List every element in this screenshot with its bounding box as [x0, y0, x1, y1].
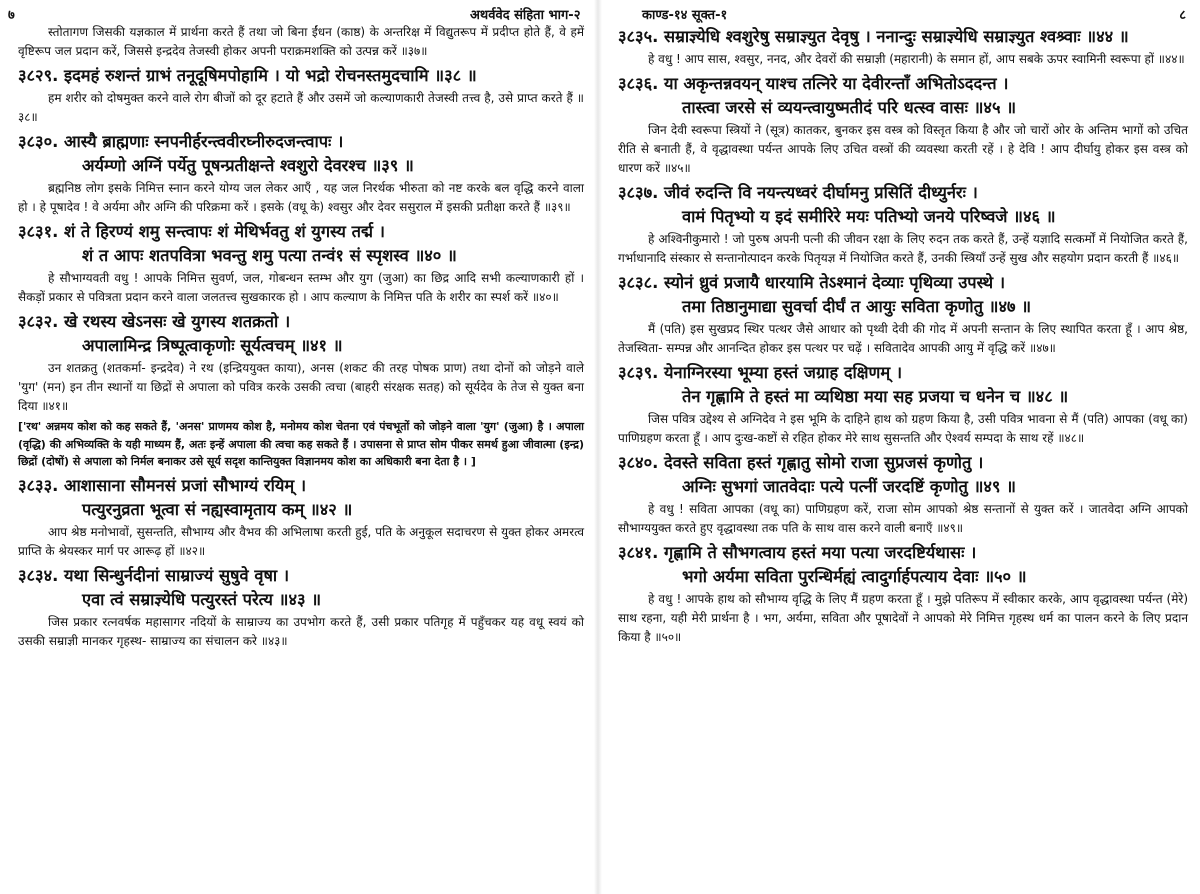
translation-3840: हे वधु ! सविता आपका (वधू का) पाणिग्रहण करें, राजा सोम आपको श्रेष्ठ सन्तानों से युक्त करें । जातवेदा अग्नि आपको सौभाग्ययुक्त करते हुए वृद्धावस्था तक पति के साथ वास करने वाली बनाएँ ॥४९॥	[618, 502, 1188, 535]
verse-3834: ३८३४. यथा सिन्धुर्नदीनां साम्राज्यं सुषुवे वृषा । एवा त्वं सम्राज्ञ्येधि पत्युरस्तं परेत्य ॥४३ ॥	[18, 565, 322, 609]
translation-3841: हे वधु ! आपके हाथ को सौभाग्य वृद्धि के लिए मैं ग्रहण करता हूँ । मुझे पतिरूप में स्वीकार करके, आप वृद्धावस्था पर्यन्त (मेरे) साथ रहना, यही मेरी प्रार्थना है । भग, अर्यमा, सविता और पूषादेवों ने आपको मेरे निमित्त गृहस्थ धर्म का पालन करने के लिए प्रदान किया है ॥५०॥	[618, 592, 1188, 644]
translation-3830: ब्रह्मनिष्ठ लोग इसके निमित्त स्नान करने योग्य जल लेकर आएँ , यह जल निरर्थक भीरुता को नष्ट करके बल वृद्धि करने वाला हो । हे पूषादेव ! वे अर्यमा और अग्नि की परिक्रमा करें । इसके (वधू के) श्वसुर और देवर ससुराल में इसकी प्रतीक्षा करते हैं ॥३९॥	[18, 181, 584, 214]
verse-3835: ३८३५. सम्राज्ञ्येधि श्वशुरेषु सम्राज्ञ्युत देवृषु । ननान्दुः सम्राज्ञ्येधि सम्राज्ञ्युत श्वश्र्वाः ॥४४ ॥	[618, 27, 1129, 46]
verse-3836: ३८३६. या अकृन्तन्नवयन् याश्च तत्निरे या देवीरन्ताँ अभितोऽददन्त । तास्त्वा जरसे सं व्ययन्त्वायुष्मतीदं परि धत्स्व वासः ॥४५ ॥	[618, 74, 1017, 117]
verse-3839: ३८३९. येनाग्निरस्या भूम्या हस्तं जग्राह दक्षिणम् । तेन गृह्णामि ते हस्तं मा व्यथिष्ठा मया सह प्रजया च धनेन च ॥४८ ॥	[618, 363, 1069, 406]
translation-3836: जिन देवी स्वरूपा स्त्रियों ने (सूत्र) कातकर, बुनकर इस वस्त्र को विस्तृत किया है और जो चारों ओर के अन्तिम भागों को उचित रीति से बनाती हैं, वे वृद्धावस्था पर्यन्त आपके लिए उचित वस्त्रों की व्यवस्था करती रहें । हे देवि ! आप दीर्घायु होकर इस वस्त्र को धारण करें ॥४५॥	[618, 123, 1188, 175]
translation-3835: हे वधु ! आप सास, श्वसुर, ननद, और देवरों की सम्राज्ञी (महारानी) के समान हों, आप सबके ऊपर स्वामिनी स्वरूपा हों ॥४४॥	[648, 52, 1185, 66]
verse-3833: ३८३३. आशासाना सौमनसं प्रजां सौभाग्यं रयिम् । पत्युरनुव्रता भूत्वा सं नह्यस्वामृताय कम् ॥४२ ॥	[18, 475, 353, 519]
translation-3832: उन शतक्रतु (शतकर्मा- इन्द्रदेव) ने रथ (इन्द्रिययुक्त काया), अनस (शकट की तरह पोषक प्राण) तथा दोनों को जोड़ने वाले 'युग' (मन) इन तीन स्थानों या छिद्रों से अपाला को पवित्र करके उसकी त्वचा (बाहरी संरक्षक सतह) को सूर्यदेव के तेज से युक्त बना दिया ॥४१॥	[18, 361, 584, 413]
left-page-header	[0, 0, 592, 22]
verse-3840: ३८४०. देवस्ते सविता हस्तं गृह्णातु सोमो राजा सुप्रजसं कृणोतु । अग्निः सुभगां जातवेदाः पत्ये पत्नीं जरदष्टिं कृणोतु ॥४९ ॥	[618, 453, 1016, 496]
left-page-number: ७	[8, 8, 15, 23]
verse-3830: ३८३०. आस्यै ब्राह्मणाः स्नपनीर्हरन्त्ववीरघ्नीरुदजन्त्वापः । अर्यम्णो अग्निं पर्येतु पूषन्प्रतीक्षन्ते श्वशुरो देवरश्च ॥३९ ॥	[18, 132, 414, 175]
translation-3838: मैं (पति) इस सुखप्रद स्थिर पत्थर जैसे आधार को पृथ्वी देवी की गोद में अपनी सन्तान के लिए स्थापित करता हूँ । आप श्रेष्ठ, तेजस्विता- सम्पन्न और आनन्दित होकर इस पत्थर पर चढ़ें । सवितादेव आपकी आयु में वृद्धि करें ॥४७॥	[618, 322, 1188, 355]
commentary-note: ['रथ' अन्नमय कोश को कह सकते हैं, 'अनस' प्राणमय कोश है, मनोमय कोश चेतना एवं पंचभूतों को जोड़ने वाला 'युग' (जुआ) है । अपाला (वृद्धि) की अभिव्यक्ति के यही माध्यम हैं, अतः इन्हें अपाला की त्वचा कह सकते हैं । उपासना से प्राप्त सोम पीकर समर्थ हुआ जीवात्मा (इन्द्र) छिद्रों (दोषों) से अपाला को निर्मल बनाकर उसे सूर्य सदृश कान्तियुक्त विज्ञानमय कोश का अधिकारी बना देता है । ]	[18, 420, 584, 468]
verse-3838: ३८३८. स्योनं ध्रुवं प्रजायै धारयामि तेऽश्मानं देव्याः पृथिव्या उपस्थे । तमा तिष्ठानुमाद्या सुवर्चा दीर्घं त आयुः सविता कृणोतु ॥४७ ॥	[618, 273, 1032, 316]
right-page-header	[604, 0, 1200, 22]
verse-3841: ३८४१. गृह्णामि ते सौभगत्वाय हस्तं मया पत्या जरदष्टिर्यथासः । भगो अर्यमा सविता पुरन्धिर्मह्यं त्वादुर्गार्हपत्याय देवाः ॥५० ॥	[618, 543, 1027, 586]
translation-3837: हे अश्विनीकुमारो ! जो पुरुष अपनी पत्नी की जीवन रक्षा के लिए रुदन तक करते हैं, उन्हें यज्ञादि सत्कर्मों में नियोजित करते हैं, गर्भाधानादि संस्कार से सन्तानोत्पादन करके पितृयज्ञ में नियोजित करते हैं, उनकी स्त्रियाँ उन्हें सुख और सहयोग प्रदान करती हैं ॥४६॥	[618, 232, 1188, 265]
right-page-number: ८	[1179, 8, 1186, 23]
translation-3831: हे सौभाग्यवती वधु ! आपके निमित्त सुवर्ण, जल, गोबन्धन स्तम्भ और युग (जुआ) का छिद्र आदि सभी कल्याणकारी हों । सैकड़ों प्रकार से पवित्रता प्रदान करने वाला जलतत्त्व सुखकारक हो । आप कल्याण के निमित्त पति के शरीर का स्पर्श करें ॥४०॥	[18, 271, 584, 304]
verse-3829: ३८२९. इदमहं रुशन्तं ग्राभं तनूदूषिमपोहामि । यो भद्रो रोचनस्तमुदचामि ॥३८ ॥	[18, 66, 477, 85]
book-gutter	[594, 0, 602, 894]
left-running-title: अथर्ववेद संहिता भाग-२	[470, 8, 581, 23]
intro-translation: स्तोतागण जिसकी यज्ञकाल में प्रार्थना करते हैं तथा जो बिना ईंधन (काष्ठ) के अन्तरिक्ष में विद्युतरूप में प्रदीप्त होते हैं, वे हमें वृष्टिरूप जल प्रदान करें, जिससे इन्द्रदेव तेजस्वी होकर अपनी पराक्रमशक्ति को उत्पन्न करें ॥३७॥	[18, 25, 584, 58]
verse-3832: ३८३२. खे रथस्य खेऽनसः खे युगस्य शतक्रतो । अपालामिन्द्र त्रिष्पूत्वाकृणोः सूर्यत्वचम् ॥४१ ॥	[18, 312, 343, 355]
translation-3829: हम शरीर को दोषमुक्त करने वाले रोग बीजों को दूर हटाते हैं और उसमें जो कल्याणकारी तेजस्वी तत्त्व है, उसे प्राप्त करते हैं ॥३८॥	[18, 91, 584, 124]
translation-3839: जिस पवित्र उद्देश्य से अग्निदेव ने इस भूमि के दाहिने हाथ को ग्रहण किया है, उसी पवित्र भावना से मैं (पति) आपका (वधू का) पाणिग्रहण करता हूँ । आप दुःख-कष्टों से रहित होकर मेरे साथ सुसन्तति और ऐश्वर्य सम्पदा के साथ रहें ॥४८॥	[618, 412, 1188, 445]
right-page	[604, 0, 1200, 894]
translation-3834: जिस प्रकार रत्नवर्षक महासागर नदियों के साम्राज्य का उपभोग करते हैं, उसी प्रकार पतिगृह में पहुँचकर यह वधू स्वयं को उसकी सम्राज्ञी मानकर गृहस्थ- साम्राज्य का संचालन करे ॥४३॥	[18, 614, 584, 648]
verse-3831: ३८३१. शं ते हिरण्यं शमु सन्त्वापः शं मेथिर्भवतु शं युगस्य तर्द्म । शं त आपः शतपवित्रा भवन्तु शमु पत्या तन्वं१ सं स्पृशस्व ॥४० ॥	[18, 222, 457, 265]
verse-3837: ३८३७. जीवं रुदन्ति वि नयन्त्यध्वरं दीर्घामनु प्रसितिं दीध्युर्नरः । वामं पितृभ्यो य इदं समीरिरे मयः पतिभ्यो जनये परिष्वजे ॥४६ ॥	[618, 183, 1056, 226]
translation-3833: आप श्रेष्ठ मनोभावों, सुसन्तति, सौभाग्य और वैभव की अभिलाषा करती हुई, पति के अनुकूल सदाचरण से युक्त होकर अमरत्व प्राप्ति के श्रेयस्कर मार्ग पर आरूढ़ हों ॥४२॥	[18, 524, 584, 558]
left-page	[0, 0, 592, 894]
right-running-title: काण्ड-१४ सूक्त-१	[642, 8, 728, 23]
